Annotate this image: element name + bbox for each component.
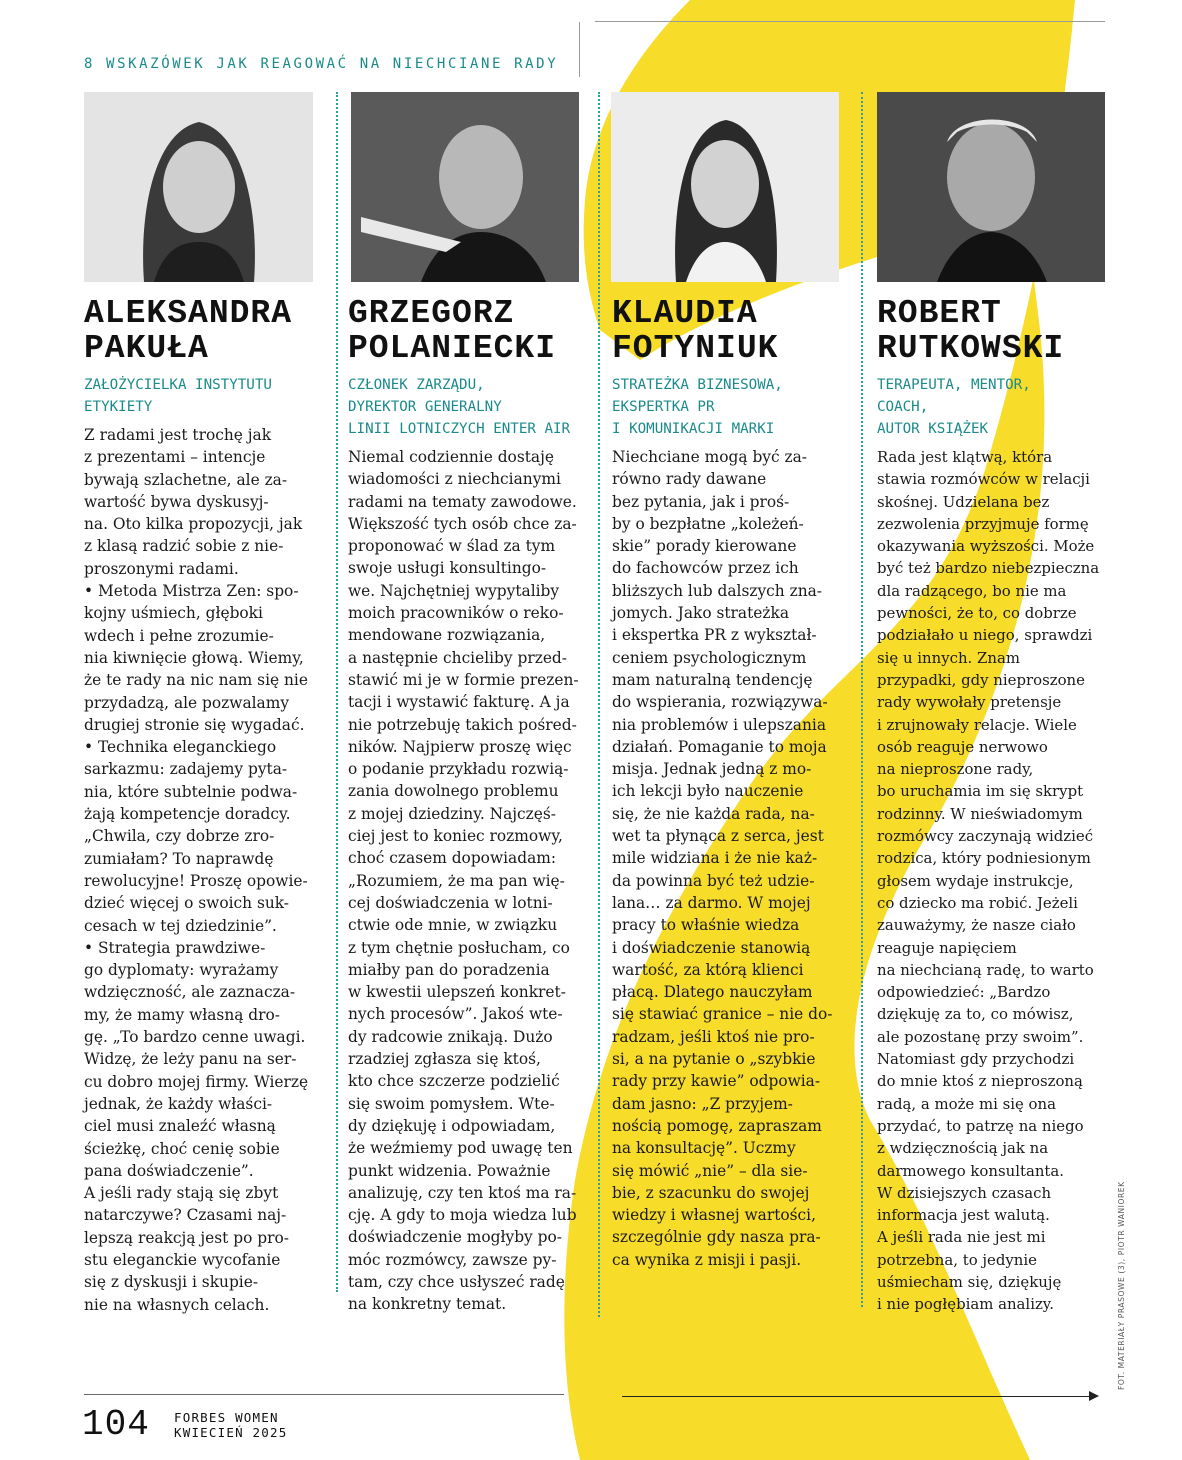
page-number: 104: [82, 1404, 150, 1445]
person-column: [348, 296, 593, 1316]
portrait-photo-1: [84, 92, 313, 282]
portrait-photo-2: [351, 92, 579, 282]
column-divider: [861, 92, 863, 1307]
person-name: KLAUDIA FOTYNIUK: [612, 295, 779, 367]
person-column: [84, 296, 329, 1316]
person-column: [877, 296, 1107, 1316]
section-header: 8 WSKAZÓWEK JAK REAGOWAĆ NA NIECHCIANE RADY: [84, 56, 559, 72]
magazine-info: [174, 1410, 287, 1440]
person-statement: Niechciane mogą być za- równo rady dawane bez pytania, jak i proś- by o bezpłatne „koleżeń- skie” porady kierowane do fachowców przez ich bliższych lub dalszych zna- jomych. Jako strateżka i ekspertka PR z wykształ- ceniem psychologicznym mam naturalną tendencję do wspierania, rozwiązywa- nia problemów i ulepszania działań. Pomaganie to moja misja. Jednak jedną z mo- ich lekcji było nauczenie się, że nie każda rada, na- wet ta płynąca z serca, jest mile widziana i że nie każ- da powinna być też udzie- lana… za darmo. W mojej pracy to właśnie wiedza i doświadczenie stanowią wartość, za którą klienci płacą. Dlatego nauczyłam się stawiać granice – nie do- radzam, jeśli ktoś nie pro- si, a na pytanie o „szybkie rady przy kawie” odpowia- dam jasno: „Z przyjem- nością pomogę, zapraszam na konsultację”. Uczmy się mówić „nie” – dla sie- bie, z szacunku do swojej wiedzy i własnej wartości, szczególnie gdy nasza pra- ca wynika z misji i pasji.: [612, 448, 833, 1269]
person-statement: Rada jest klątwą, która stawia rozmówców w relacji skośnej. Udzielana bez zezwolenia przyjmuje formę okazywania wyższości. Może być też bardzo niebezpieczna dla radzącego, bo nie ma pewności, że to, co dobrze podziałało u niego, sprawdzi się u innych. Znam przypadki, gdy nieproszone rady wywołały pretensje i zrujnowały relacje. Wiele osób reaguje nerwowo na nieproszone rady, bo uruchamia im się skrypt rodzinny. W nieświadomym rozmówcy zaczynają widzieć rodzica, który podniesionym głosem wydaje instrukcje, co dziecko ma robić. Jeżeli zauważymy, że nasze ciało reaguje napięciem na niechcianą radę, to warto odpowiedzieć: „Bardzo dziękuję za to, co mówisz, ale pozostanę przy swoim”. Natomiast gdy przychodzi do mnie ktoś z nieproszoną radą, a może mi się ona przydać, to patrzę na niego z wdzięcznością jak na darmowego konsultanta. W dzisiejszych czasach informacja jest walutą. A jeśli rada nie jest mi potrzebna, to jedynie uśmiecham się, dziękuję i nie pogłębiam analizy.: [877, 448, 1100, 1314]
footer-rule: [84, 1394, 564, 1395]
person-column: [612, 296, 857, 1271]
footer-arrow-line: [622, 1396, 1090, 1397]
portrait-photo-3: [611, 92, 839, 282]
person-statement: Niemal codziennie dostaję wiadomości z niechcianymi radami na tematy zawodowe. Większość tych osób chce za- proponować w ślad za tym swoje usługi konsultingo- we. Najchętniej wypytaliby moich pracowników o reko- mendowane rozwiązania, a następnie chcieliby przed- stawić mi je w formie prezen- tacji i wystawić fakturę. A ja nie potrzebuję takich pośred- ników. Najpierw proszę więc o podanie przykładu rozwią- zania dowolnego problemu z mojej dziedziny. Najczęś- ciej jest to koniec rozmowy, choć czasem dopowiadam: „Rozumiem, że ma pan wię- cej doświadczenia w lotni- ctwie ode mnie, w związku z tym chętnie posłucham, co miałby pan do poradzenia w kwestii ulepszeń konkret- nych procesów”. Jakoś wte- dy radcowie znikają. Dużo rzadziej zgłasza się ktoś, kto chce szczerze podzielić się swoim pomysłem. Wte- dy dziękuję i odpowiadam, że weźmiemy pod uwagę ten punkt widzenia. Poważnie analizuję, czy ten ktoś ma ra- cję. A gdy to moja wiedza lub doświadczenie mogłyby po- móc rozmówcy, zawsze py- tam, czy chce usłyszeć radę na konkretny temat.: [348, 448, 579, 1314]
person-name: GRZEGORZ POLANIECKI: [348, 295, 557, 367]
portrait-photo-4: [877, 92, 1105, 282]
column-divider: [598, 92, 600, 1317]
person-role: TERAPEUTA, MENTOR, COACH, AUTOR KSIĄŻEK: [877, 377, 1031, 437]
person-name: ALEKSANDRA PAKUŁA: [84, 295, 293, 367]
person-role: CZŁONEK ZARZĄDU, DYREKTOR GENERALNY LINII LOTNICZYCH ENTER AIR: [348, 377, 571, 437]
top-rule: [595, 21, 1105, 22]
top-vertical-rule: [579, 22, 580, 77]
arrow-right-icon: [1089, 1391, 1099, 1401]
magazine-title: FORBES WOMEN: [174, 1410, 279, 1425]
photo-credit: FOT. MATERIAŁY PRASOWE (3), PIOTR WANIOREK: [1117, 1181, 1126, 1390]
person-role: STRATEŻKA BIZNESOWA, EKSPERTKA PR I KOMUNIKACJI MARKI: [612, 377, 783, 437]
magazine-issue: KWIECIEŃ 2025: [174, 1425, 288, 1440]
person-statement: Z radami jest trochę jak z prezentami – intencje bywają szlachetne, ale za- wartość bywa dyskusyj- na. Oto kilka propozycji, jak z klasą radzić sobie z nie- proszonymi radami. • Metoda Mistrza Zen: spo- kojny uśmiech, głęboki wdech i pełne zrozumie- nia kiwnięcie głową. Wiemy, że te rady na nic nam się nie przydadzą, ale pozwalamy drugiej stronie się wygadać. • Technika eleganckiego sarkazmu: zadajemy pyta- nia, które subtelnie podwa- żają kompetencje doradcy. „Chwila, czy dobrze zro- zumiałam? To naprawdę rewolucyjne! Proszę opowie- dzieć więcej o swoich suk- cesach w tej dziedzinie”. • Strategia prawdziwe- go dyplomaty: wyrażamy wdzięczność, ale zaznacza- my, że mamy własną dro- gę. „To bardzo cenne uwagi. Widzę, że leży panu na ser- cu dobro mojej firmy. Wierzę jednak, że każdy właści- ciel musi znaleźć własną ścieżkę, choć cenię sobie pana doświadczenie”. A jeśli rady stają się zbyt natarczywe? Czasami naj- lepszą reakcją jest po pro- stu eleganckie wycofanie się z dyskusji i skupie- nie na własnych celach.: [84, 426, 309, 1314]
person-role: ZAŁOŻYCIELKA INSTYTUTU ETYKIETY: [84, 377, 272, 415]
person-name: ROBERT RUTKOWSKI: [877, 295, 1065, 367]
column-divider: [336, 92, 338, 1292]
